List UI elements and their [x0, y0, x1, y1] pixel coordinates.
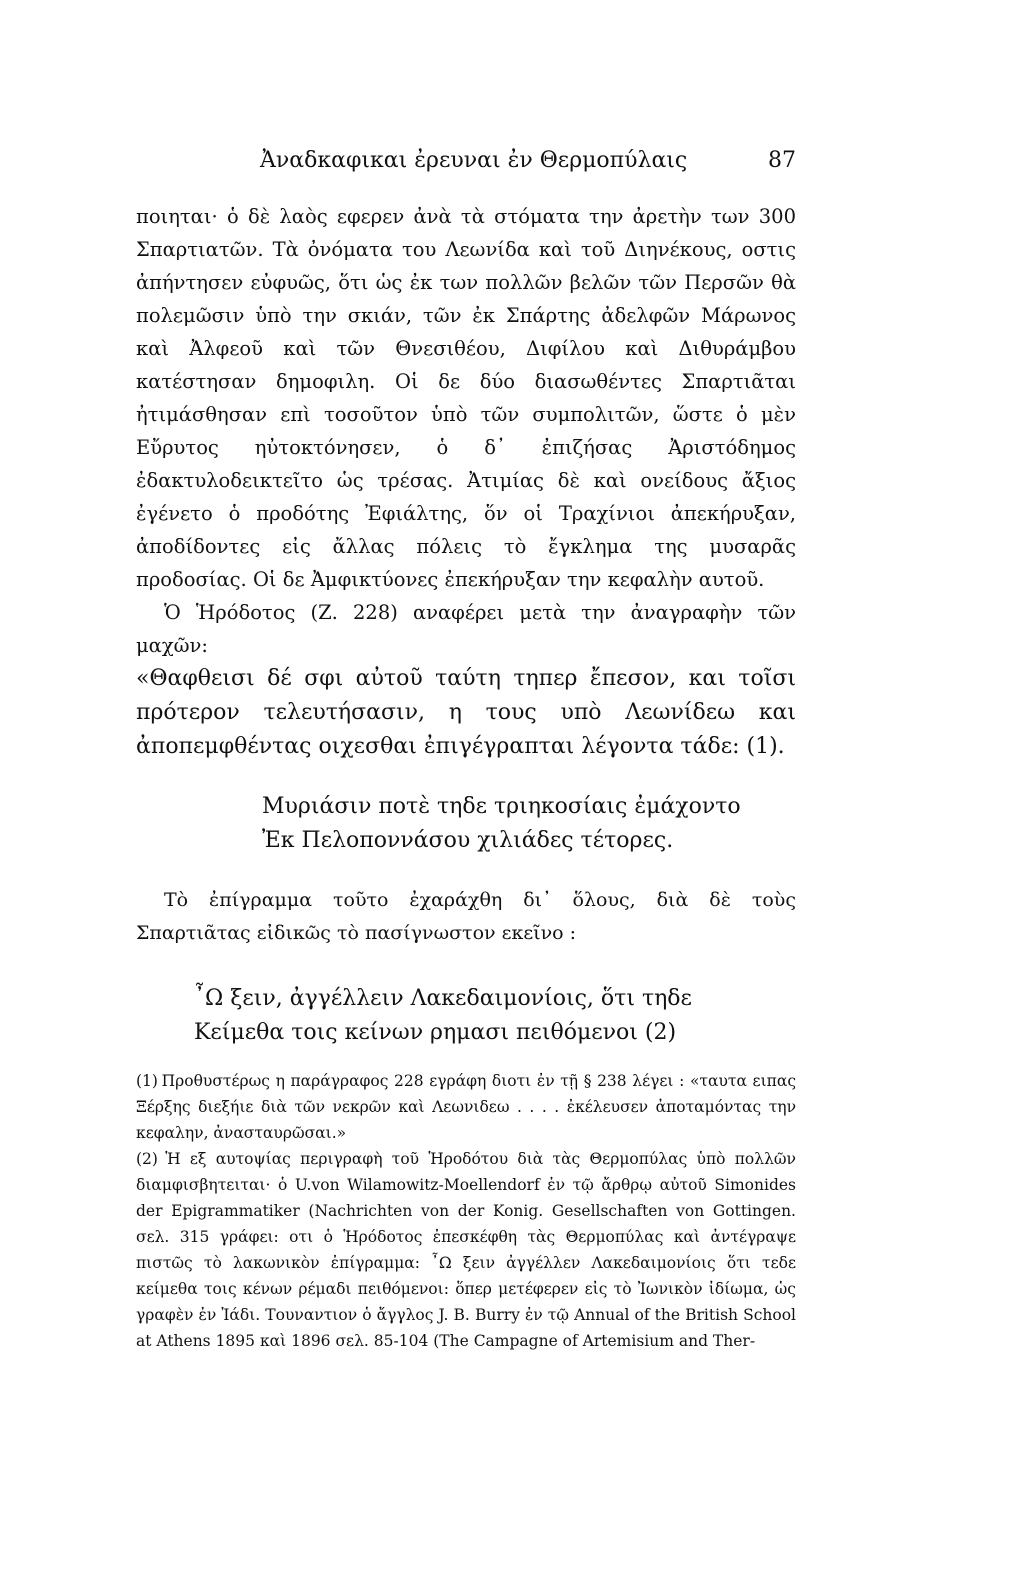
- verse-line: Μυριάσιν ποτὲ τηδε τριηκοσίαις ἐμάχοντο: [262, 794, 741, 819]
- epigram-verse-2: [194, 982, 796, 1050]
- paragraph-1: ποιηται· ὁ δὲ λαὸς εφερεν ἀνὰ τὰ στόματα την ἀρετὴν των 300 Σπαρτιατῶν. Τὰ ὀνόματα του Λεωνίδα καὶ τοῦ Διηνέκους, οστις ἀπήντησεν εὐφυῶς, ὅτι ὡς ἐκ των πολλῶν βελῶν τῶν Περσῶν θὰ πολεμῶσιν ὑπὸ την σκιάν, τῶν ἐκ Σπάρτης ἀδελφῶν Μάρωνος καὶ Ἀλφεοῦ καὶ τῶν Θνεσιθέου, Διφίλου καὶ Διθυράμβου κατέστησαν δημοφιλη. Οἱ δε δύο διασωθέντες Σπαρτιᾶται ἠτιμάσθησαν επὶ τοσοῦτον ὑπὸ τῶν συμπολιτῶν, ὥστε ὁ μὲν Εὔρυτος ηὐτοκτόνησεν, ὁ δ᾽ ἐπιζήσας Ἀριστόδημος ἐδακτυλοδεικτεῖτο ὡς τρέσας. Ἀτιμίας δὲ καὶ ονείδους ἄξιος ἐγένετο ὁ προδότης Ἐφιάλτης, ὅν οἱ Τραχίνιοι ἀπεκήρυξαν, ἀποδίδοντες εἰς ἄλλας πόλεις τὸ ἔγκλημα της μυσαρᾶς προδοσίας. Οἱ δε Ἀμφικτύονες ἐπεκήρυξαν την κεφαλὴν αυτοῦ.: [136, 205, 796, 591]
- footnote-text: Προθυστέρως η παράγραφος 228 εγράφη διοτι ἐν τῇ § 238 λέγει : «ταυτα ειπας Ξέρξης διεξήιε διὰ τῶν νεκρῶν καὶ Λεωνιδεω . . . . ἐκέλευσεν ἀποταμόντας την κεφαλην, ἀνασταυρῶσαι.»: [136, 1072, 796, 1142]
- footnote-2: [136, 1146, 796, 1354]
- paragraph-3: Τὸ ἐπίγραμμα τοῦτο ἐχαράχθη δι᾽ ὅλους, διὰ δὲ τοὺς Σπαρτιᾶτας εἰδικῶς τὸ πασίγνωστον εκεῖνο :: [136, 889, 796, 944]
- running-head: [136, 148, 796, 182]
- footnote-number: (2): [136, 1150, 158, 1168]
- verse-line: Κείμεθα τοις κείνων ρημασι πειθόμενοι (2): [194, 1020, 677, 1045]
- herodotus-quote: «Θαφθεισι δέ σφι αὐτοῦ ταύτη τηπερ ἔπεσον, και τοῖσι πρότερον τελευτήσασιν, η τους υπὸ Λεωνίδεω και ἀποπεμφθέντας οιχεσθαι ἐπιγέγραπται λέγοντα τάδε: (1).: [136, 666, 796, 759]
- page-number: 87: [768, 148, 796, 173]
- verse-line: ῏Ω ξειν, ἀγγέλλειν Λακεδαιμονίοις, ὅτι τηδε: [194, 986, 692, 1011]
- document-page: [136, 148, 796, 1354]
- paragraph-2: Ὁ Ἡρόδοτος (Ζ. 228) αναφέρει μετὰ την ἀναγραφὴν τῶν μαχῶν:: [136, 601, 796, 657]
- main-text: [136, 200, 796, 662]
- footnote-1: [136, 1068, 796, 1146]
- verse-line: Ἐκ Πελοποννάσου χιλιάδες τέτορες.: [262, 828, 674, 853]
- footnotes: [136, 1068, 796, 1354]
- footnote-number: (1): [136, 1072, 158, 1090]
- paragraph-3-block: [136, 884, 796, 950]
- running-head-title: Ἀναδκαφικαι ἐρευναι ἐν Θερμοπύλαις: [260, 148, 688, 173]
- footnote-text: Ἡ εξ αυτοψίας περιγραφὴ τοῦ Ἡροδότου διὰ τὰς Θερμοπύλας ὑπὸ πολλῶν διαμφισβητειται· ὁ U.von Wilamowitz-Moellendorf ἐν τῷ ἄρθρῳ αὐτοῦ Simonides der Epigrammatiker (Nachrichten von der Konig. Gesellschaften von Gottingen. σελ. 315 γράφει: οτι ὁ Ἡρόδοτος ἐπεσκέφθη τὰς Θερμοπύλας καὶ ἀντέγραψε πιστῶς τὸ λακωνικὸν ἐπίγραμμα: ῏Ω ξειν ἀγγέλλεν Λακεδαιμονίοις ὅτι τεδε κείμεθα τοις κένων ρέμαδι πειθόμενοι: ὅπερ μετέφερεν εἰς τὸ Ἰωνικὸν ἰδίωμα, ὡς γραφὲν ἐν Ἰάδι. Τουναντιον ὁ ἄγγλος J. B. Burry ἐν τῷ Annual of the British School at Athens 1895 καὶ 1896 σελ. 85-104 (The Campagne of Artemisium and Ther-: [136, 1150, 796, 1350]
- epigram-verse-1: [262, 790, 796, 858]
